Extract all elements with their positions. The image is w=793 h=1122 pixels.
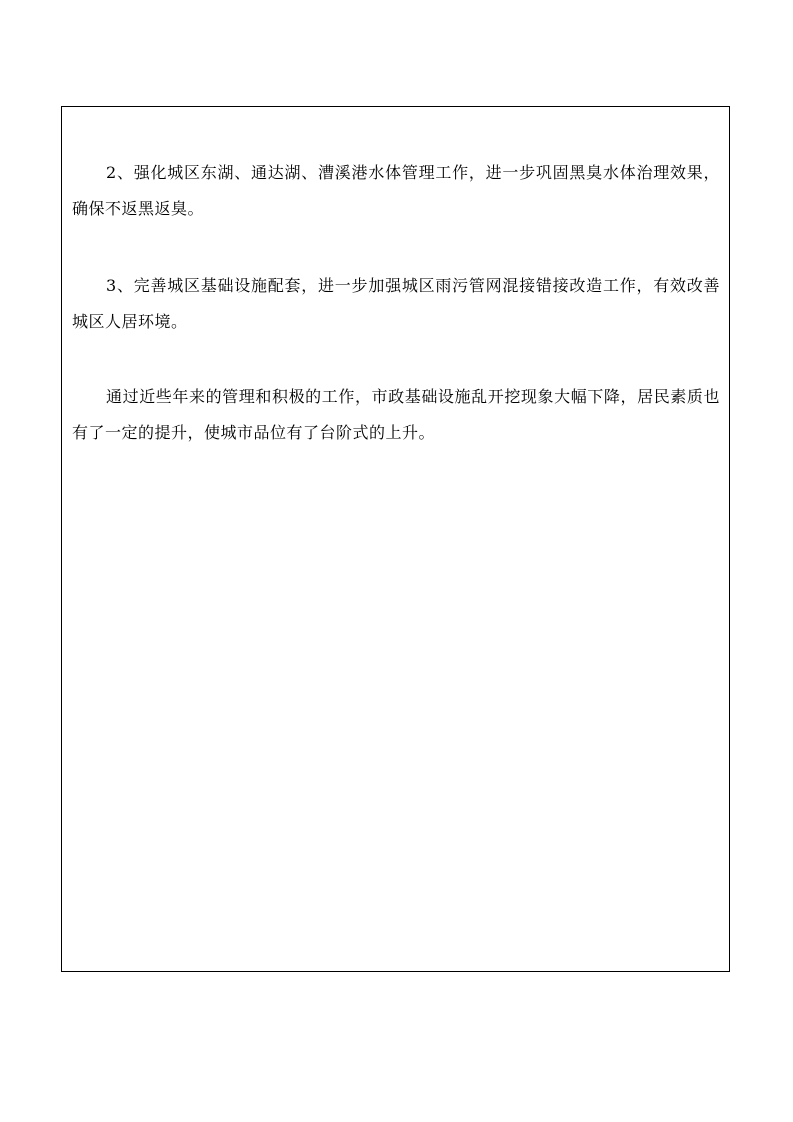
paragraph-item-2: 2、强化城区东湖、通达湖、漕溪港水体管理工作，进一步巩固黑臭水体治理效果，确保不返黑返臭。 — [72, 163, 720, 218]
paragraph-summary: 通过近些年来的管理和积极的工作，市政基础设施乱开挖现象大幅下降，居民素质也有了一定的提升，使城市品位有了台阶式的上升。 — [72, 387, 720, 442]
document-table-cell — [61, 106, 730, 972]
paragraph-item-3: 3、完善城区基础设施配套，进一步加强城区雨污管网混接错接改造工作，有效改善城区人居环境。 — [72, 276, 720, 331]
